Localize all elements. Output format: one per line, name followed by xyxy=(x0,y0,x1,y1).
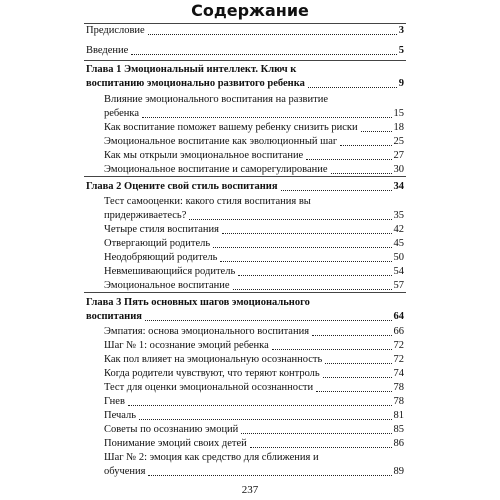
leader-dots xyxy=(222,232,392,234)
toc-entry-page: 3 xyxy=(398,25,404,36)
toc-entry-label: Отвергающий родитель xyxy=(104,238,211,249)
toc-entry[interactable] xyxy=(104,149,404,163)
toc-entry-page: 5 xyxy=(398,45,404,56)
toc-entry-label: Как пол влияет на эмоциональную осознанность xyxy=(104,354,323,365)
page-number: 237 xyxy=(241,484,259,496)
toc-entry-label: Тест для оценки эмоциональной осознанности xyxy=(104,382,314,393)
toc-entry-page: 30 xyxy=(393,164,404,175)
toc-entry-page: 57 xyxy=(393,280,404,291)
toc-entry[interactable] xyxy=(104,223,404,237)
leader-dots xyxy=(361,130,392,132)
toc-entry-line1[interactable]: Шаг № 2: эмоция как средство для сближения и xyxy=(104,452,319,463)
toc-entry[interactable] xyxy=(104,437,404,451)
section-rule xyxy=(84,60,406,61)
chapter-1-title-line1[interactable]: Глава 1 Эмоциональный интеллект. Ключ к xyxy=(86,64,297,75)
toc-entry-label: Когда родители чувствуют, что теряют контроль xyxy=(104,368,320,379)
toc-entry[interactable] xyxy=(104,423,404,437)
toc-entry[interactable] xyxy=(104,367,404,381)
toc-entry-page: 81 xyxy=(393,410,404,421)
chapter-3-title-line1[interactable]: Глава 3 Пять основных шагов эмоционального xyxy=(86,297,310,308)
leader-dots xyxy=(323,376,392,378)
toc-entry[interactable] xyxy=(104,381,404,395)
toc-entry-label: Эмоциональное воспитание xyxy=(104,280,230,291)
chapter-page: 9 xyxy=(398,78,404,89)
toc-entry-page: 86 xyxy=(393,438,404,449)
leader-dots xyxy=(238,274,391,276)
toc-entry-label: Эмоциональное воспитание и саморегулирование xyxy=(104,164,328,175)
toc-entry-label: Советы по осознанию эмоций xyxy=(104,424,239,435)
leader-dots xyxy=(148,33,397,35)
toc-entry-label: Как мы открыли эмоциональное воспитание xyxy=(104,150,304,161)
toc-entry-label: Четыре стиля воспитания xyxy=(104,224,219,235)
toc-entry-label: Невмешивающийся родитель xyxy=(104,266,236,277)
toc-entry[interactable] xyxy=(104,135,404,149)
toc-entry-label: Печаль xyxy=(104,410,137,421)
toc-entry-line1[interactable]: Тест самооценки: какого стиля воспитания вы xyxy=(104,196,311,207)
toc-entry-page: 18 xyxy=(393,122,404,133)
toc-entry-label: Предисловие xyxy=(86,25,145,36)
leader-dots xyxy=(308,86,397,88)
leader-dots xyxy=(233,288,392,290)
leader-dots xyxy=(312,334,391,336)
toc-entry[interactable] xyxy=(104,465,404,479)
leader-dots xyxy=(142,116,392,118)
toc-entry-label: обучения xyxy=(104,466,146,477)
chapter-3-entry[interactable] xyxy=(86,310,404,324)
leader-dots xyxy=(331,172,392,174)
toc-entry-introduction[interactable] xyxy=(86,44,404,58)
toc-entry-page: 15 xyxy=(393,108,404,119)
toc-entry-page: 54 xyxy=(393,266,404,277)
toc-entry[interactable] xyxy=(104,209,404,223)
toc-entry[interactable] xyxy=(104,121,404,135)
leader-dots xyxy=(213,246,391,248)
toc-entry-label: Неодобряющий родитель xyxy=(104,252,218,263)
toc-entry-label: Понимание эмоций своих детей xyxy=(104,438,247,449)
toc-entry-page: 66 xyxy=(393,326,404,337)
leader-dots xyxy=(306,158,391,160)
toc-entry-label: Введение xyxy=(86,45,129,56)
leader-dots xyxy=(250,446,392,448)
leader-dots xyxy=(281,189,392,191)
leader-dots xyxy=(148,474,391,476)
toc-entry[interactable] xyxy=(104,395,404,409)
toc-entry[interactable] xyxy=(104,265,404,279)
toc-entry-page: 74 xyxy=(393,368,404,379)
toc-entry-page: 72 xyxy=(393,354,404,365)
toc-entry-page: 25 xyxy=(393,136,404,147)
leader-dots xyxy=(325,362,391,364)
toc-entry[interactable] xyxy=(104,237,404,251)
toc-entry[interactable] xyxy=(104,325,404,339)
section-rule xyxy=(84,176,406,177)
toc-entry-label: придерживаетесь? xyxy=(104,210,187,221)
leader-dots xyxy=(241,432,391,434)
toc-entry-line1[interactable]: Влияние эмоционального воспитания на развитие xyxy=(104,94,328,105)
toc-entry-preface[interactable] xyxy=(86,24,404,38)
toc-entry-page: 85 xyxy=(393,424,404,435)
toc-entry[interactable] xyxy=(104,251,404,265)
toc-entry-label: ребенка xyxy=(104,108,139,119)
toc-entry-page: 78 xyxy=(393,396,404,407)
toc-entry[interactable] xyxy=(104,107,404,121)
leader-dots xyxy=(272,348,392,350)
toc-entry-page: 78 xyxy=(393,382,404,393)
toc-entry-label: Гнев xyxy=(104,396,125,407)
toc-entry-label: Эмпатия: основа эмоционального воспитания xyxy=(104,326,310,337)
toc-entry-page: 45 xyxy=(393,238,404,249)
toc-entry[interactable] xyxy=(104,353,404,367)
leader-dots xyxy=(189,218,391,220)
toc-entry[interactable] xyxy=(104,339,404,353)
leader-dots xyxy=(139,418,391,420)
chapter-page: 34 xyxy=(393,181,404,192)
chapter-title: Глава 2 Оцените свой стиль воспитания xyxy=(86,181,278,192)
chapter-page: 64 xyxy=(393,311,404,322)
chapter-title: воспитанию эмоционально развитого ребенка xyxy=(86,78,305,89)
toc-entry[interactable] xyxy=(104,409,404,423)
toc-entry-page: 27 xyxy=(393,150,404,161)
leader-dots xyxy=(145,319,392,321)
toc-entry-page: 42 xyxy=(393,224,404,235)
toc-entry-label: Шаг № 1: осознание эмоций ребенка xyxy=(104,340,269,351)
section-rule xyxy=(84,292,406,293)
toc-entry-label: Как воспитание поможет вашему ребенку снизить риски xyxy=(104,122,358,133)
toc-entry[interactable] xyxy=(104,279,404,293)
toc-entry-page: 50 xyxy=(393,252,404,263)
toc-entry-page: 72 xyxy=(393,340,404,351)
chapter-1-entry[interactable] xyxy=(86,77,404,91)
toc-entry-page: 89 xyxy=(393,466,404,477)
leader-dots xyxy=(340,144,391,146)
toc-entry-label: Эмоциональное воспитание как эволюционный шаг xyxy=(104,136,338,147)
leader-dots xyxy=(220,260,391,262)
leader-dots xyxy=(128,404,392,406)
chapter-title: воспитания xyxy=(86,311,142,322)
leader-dots xyxy=(131,53,396,55)
toc-entry-page: 35 xyxy=(393,210,404,221)
leader-dots xyxy=(316,390,391,392)
chapter-2-entry[interactable] xyxy=(86,180,404,194)
page-title: Содержание xyxy=(191,1,309,20)
toc-entry[interactable] xyxy=(104,163,404,177)
